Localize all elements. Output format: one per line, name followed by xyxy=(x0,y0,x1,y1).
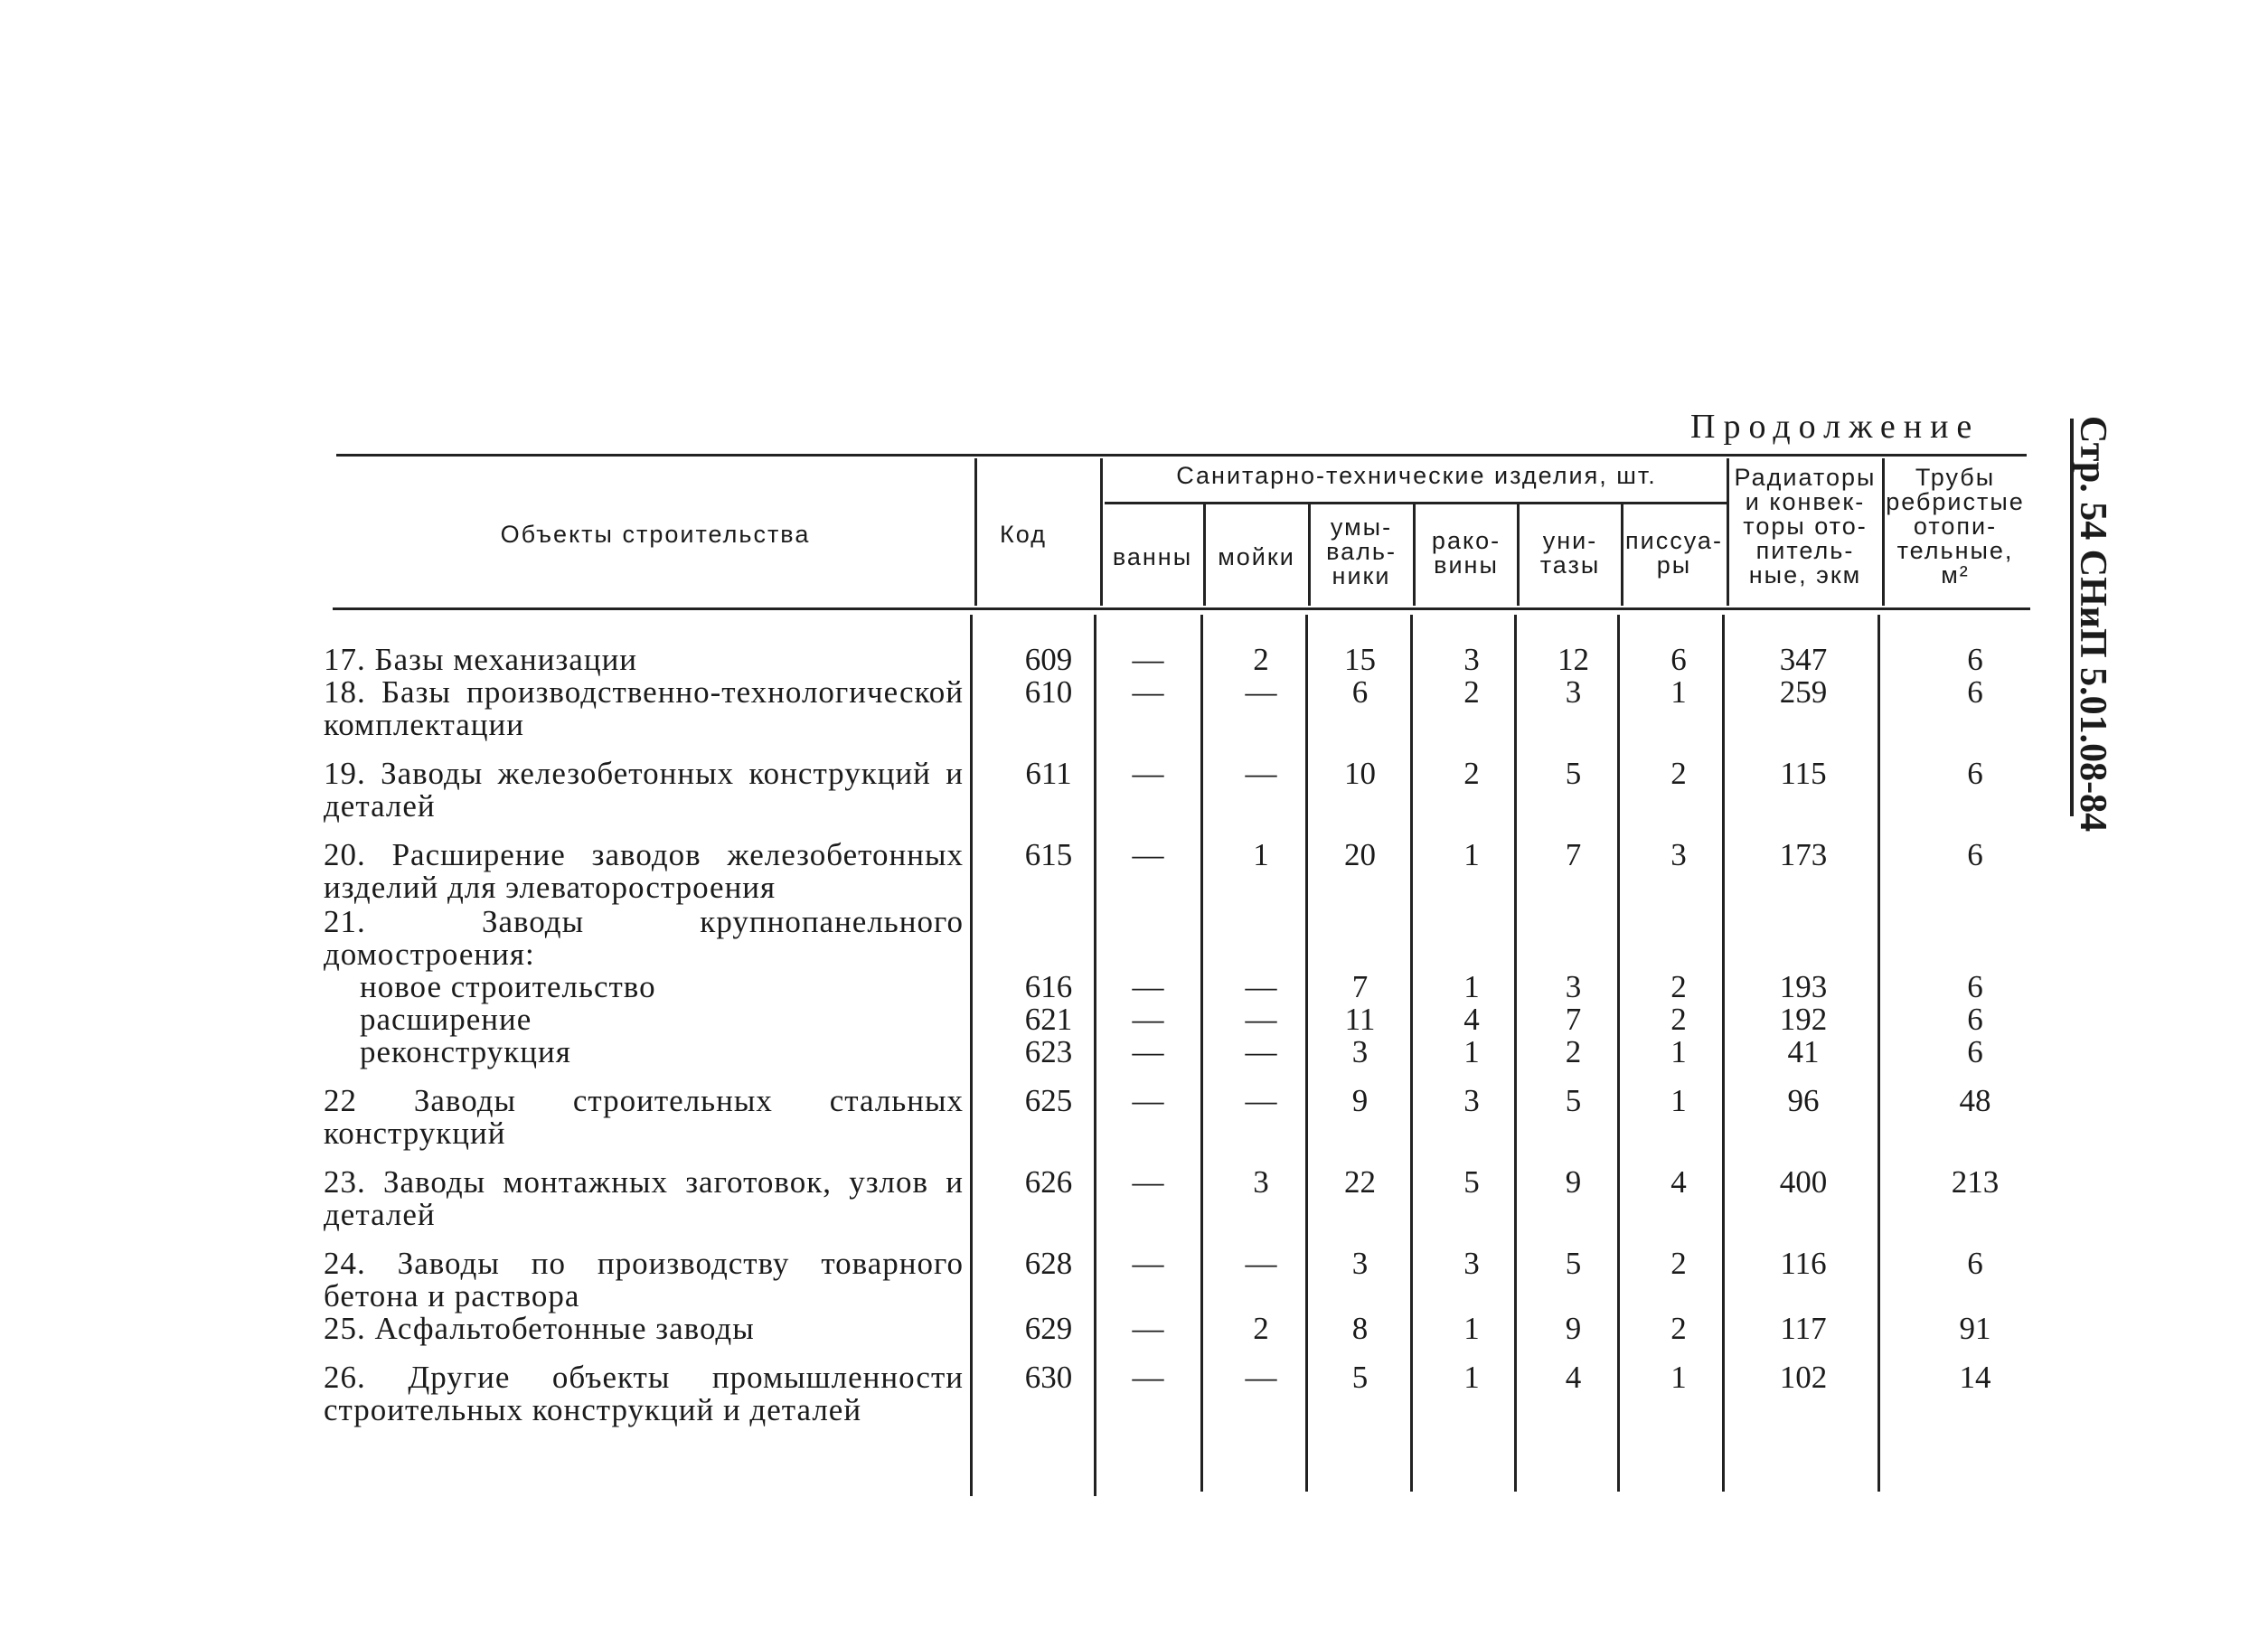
cell-moyki: 2 xyxy=(1253,642,1269,677)
header-divider xyxy=(1100,458,1103,606)
cell-tubes: 6 xyxy=(1967,674,1983,710)
cell-unitazy: 5 xyxy=(1565,1083,1582,1118)
cell-pissuary: 1 xyxy=(1670,674,1687,710)
cell-pissuary: 1 xyxy=(1670,1360,1687,1395)
cell-rakoviny: 1 xyxy=(1463,837,1480,872)
side-page-label-text: Стр. 54 СНиП 5.01.08-84 xyxy=(2072,416,2113,833)
cell-code: 616 xyxy=(1024,969,1073,1004)
cell-code: 630 xyxy=(1024,1360,1073,1395)
cell-radiators: 115 xyxy=(1780,756,1827,791)
cell-vanny: — xyxy=(1132,1083,1164,1118)
cell-rakoviny: 2 xyxy=(1463,756,1480,791)
cell-umyvalniki: 15 xyxy=(1344,642,1376,677)
cell-code: 621 xyxy=(1024,1002,1073,1037)
cell-moyki: — xyxy=(1245,1002,1277,1037)
header-code: Код xyxy=(1000,521,1047,548)
row-name: новое строительство xyxy=(360,969,656,1004)
continuation-label: Продолжение xyxy=(1690,408,1981,446)
cell-tubes: 6 xyxy=(1967,642,1983,677)
cell-rakoviny: 1 xyxy=(1463,1311,1480,1346)
cell-rakoviny: 3 xyxy=(1463,642,1480,677)
cell-moyki: — xyxy=(1245,1083,1277,1118)
cell-rakoviny: 3 xyxy=(1463,1083,1480,1118)
cell-moyki: 1 xyxy=(1253,837,1269,872)
cell-vanny: — xyxy=(1132,1311,1164,1346)
cell-radiators: 259 xyxy=(1779,674,1828,710)
cell-unitazy: 2 xyxy=(1565,1034,1582,1069)
cell-vanny: — xyxy=(1132,1002,1164,1037)
cell-radiators: 173 xyxy=(1779,837,1828,872)
cell-unitazy: 5 xyxy=(1565,756,1582,791)
cell-pissuary: 2 xyxy=(1670,1246,1687,1281)
row-name: 23. Заводы монтажных заготовок, узлов и деталей xyxy=(324,1164,964,1232)
cell-vanny: — xyxy=(1132,1360,1164,1395)
row-name: 17. Базы механизации xyxy=(324,642,638,677)
cell-vanny: — xyxy=(1132,674,1164,710)
cell-code: 629 xyxy=(1024,1311,1073,1346)
header-vanny: ванны xyxy=(1112,543,1193,570)
cell-moyki: — xyxy=(1245,1360,1277,1395)
cell-moyki: — xyxy=(1245,969,1277,1004)
cell-umyvalniki: 11 xyxy=(1344,1002,1376,1037)
row-name: 26. Другие объекты промышленности строительных конструкций и деталей xyxy=(324,1360,964,1427)
group-header-rule xyxy=(1105,502,1728,504)
row-name: 25. Асфальтобетонные заводы xyxy=(324,1311,755,1346)
cell-umyvalniki: 3 xyxy=(1351,1246,1369,1281)
cell-pissuary: 2 xyxy=(1670,1311,1687,1346)
cell-vanny: — xyxy=(1132,969,1164,1004)
cell-tubes: 6 xyxy=(1967,837,1983,872)
cell-tubes: 6 xyxy=(1967,1034,1983,1069)
cell-radiators: 41 xyxy=(1787,1034,1820,1069)
cell-umyvalniki: 10 xyxy=(1344,756,1376,791)
cell-radiators: 96 xyxy=(1787,1083,1820,1118)
cell-vanny: — xyxy=(1132,756,1164,791)
cell-vanny: — xyxy=(1132,642,1164,677)
row-name: 24. Заводы по производству товарного бетона и раствора xyxy=(324,1246,964,1314)
cell-code: 610 xyxy=(1024,674,1073,710)
cell-tubes: 6 xyxy=(1967,756,1983,791)
cell-umyvalniki: 8 xyxy=(1351,1311,1369,1346)
side-page-label xyxy=(2070,416,2115,832)
cell-unitazy: 3 xyxy=(1565,969,1582,1004)
cell-rakoviny: 2 xyxy=(1463,674,1480,710)
cell-radiators: 117 xyxy=(1780,1311,1827,1346)
cell-radiators: 400 xyxy=(1779,1164,1828,1200)
cell-code: 628 xyxy=(1024,1246,1073,1281)
header-bottom-rule xyxy=(333,607,2030,610)
header-unitazy: уни- тазы xyxy=(1539,527,1601,579)
cell-tubes: 6 xyxy=(1967,1002,1983,1037)
cell-unitazy: 7 xyxy=(1565,837,1582,872)
cell-vanny: — xyxy=(1132,837,1164,872)
cell-umyvalniki: 9 xyxy=(1351,1083,1369,1118)
cell-code: 609 xyxy=(1024,642,1073,677)
cell-unitazy: 9 xyxy=(1565,1311,1582,1346)
cell-radiators: 347 xyxy=(1779,642,1828,677)
cell-code: 625 xyxy=(1024,1083,1073,1118)
row-name: 18. Базы производственно-технологической комплектации xyxy=(324,674,964,742)
cell-moyki: 3 xyxy=(1253,1164,1269,1200)
header-objects: Объекты строительства xyxy=(500,521,811,548)
cell-pissuary: 1 xyxy=(1670,1083,1687,1118)
cell-umyvalniki: 22 xyxy=(1344,1164,1376,1200)
row-name: реконструкция xyxy=(360,1034,571,1069)
cell-vanny: — xyxy=(1132,1034,1164,1069)
cell-rakoviny: 4 xyxy=(1463,1002,1480,1037)
table-top-rule xyxy=(336,454,2027,457)
cell-tubes: 14 xyxy=(1959,1360,1991,1395)
cell-unitazy: 5 xyxy=(1565,1246,1582,1281)
cell-vanny: — xyxy=(1132,1164,1164,1200)
cell-radiators: 193 xyxy=(1779,969,1828,1004)
cell-unitazy: 9 xyxy=(1565,1164,1582,1200)
cell-rakoviny: 1 xyxy=(1463,1360,1480,1395)
cell-rakoviny: 1 xyxy=(1463,1034,1480,1069)
cell-tubes: 6 xyxy=(1967,969,1983,1004)
cell-pissuary: 2 xyxy=(1670,1002,1687,1037)
cell-rakoviny: 5 xyxy=(1463,1164,1480,1200)
header-umyvalniki: умы- валь- ники xyxy=(1326,513,1397,589)
cell-rakoviny: 3 xyxy=(1463,1246,1480,1281)
cell-vanny: — xyxy=(1132,1246,1164,1281)
cell-umyvalniki: 5 xyxy=(1351,1360,1369,1395)
cell-radiators: 192 xyxy=(1779,1002,1828,1037)
cell-tubes: 6 xyxy=(1967,1246,1983,1281)
cell-moyki: 2 xyxy=(1253,1311,1269,1346)
cell-pissuary: 1 xyxy=(1670,1034,1687,1069)
cell-pissuary: 4 xyxy=(1670,1164,1687,1200)
header-moyki: мойки xyxy=(1218,543,1295,570)
cell-radiators: 102 xyxy=(1779,1360,1828,1395)
cell-unitazy: 7 xyxy=(1565,1002,1582,1037)
cell-umyvalniki: 20 xyxy=(1344,837,1376,872)
row-name: 19. Заводы железобетонных конструкций и деталей xyxy=(324,756,964,824)
cell-pissuary: 2 xyxy=(1670,756,1687,791)
cell-moyki: — xyxy=(1245,1246,1277,1281)
cell-pissuary: 2 xyxy=(1670,969,1687,1004)
cell-moyki: — xyxy=(1245,674,1277,710)
cell-umyvalniki: 3 xyxy=(1351,1034,1369,1069)
header-pissuary: писсуа- ры xyxy=(1625,527,1723,579)
cell-pissuary: 6 xyxy=(1670,642,1687,677)
row-name: 21. Заводы крупнопанельного домостроения: xyxy=(324,904,964,972)
cell-code: 611 xyxy=(1025,756,1072,791)
cell-radiators: 116 xyxy=(1780,1246,1827,1281)
cell-code: 615 xyxy=(1024,837,1073,872)
cell-unitazy: 3 xyxy=(1565,674,1582,710)
cell-pissuary: 3 xyxy=(1670,837,1687,872)
cell-tubes: 48 xyxy=(1959,1083,1991,1118)
cell-umyvalniki: 6 xyxy=(1351,674,1369,710)
cell-umyvalniki: 7 xyxy=(1351,969,1369,1004)
header-tubes: Трубы ребристые отопи- тельные, м² xyxy=(1886,464,2025,589)
row-name: расширение xyxy=(360,1002,532,1037)
cell-code: 623 xyxy=(1024,1034,1073,1069)
header-sanitary-group: Санитарно-технические изделия, шт. xyxy=(1176,462,1657,489)
column-divider xyxy=(970,615,973,1496)
cell-moyki: — xyxy=(1245,1034,1277,1069)
cell-moyki: — xyxy=(1245,756,1277,791)
header-divider xyxy=(974,458,977,606)
row-name: 22 Заводы строительных стальных конструкций xyxy=(324,1083,964,1151)
cell-tubes: 213 xyxy=(1951,1164,2000,1200)
cell-code: 626 xyxy=(1024,1164,1073,1200)
header-rakoviny: рако- вины xyxy=(1431,527,1501,579)
cell-tubes: 91 xyxy=(1959,1311,1991,1346)
header-radiators: Радиаторы и конвек- торы ото- питель- ные, экм xyxy=(1734,464,1877,589)
cell-unitazy: 12 xyxy=(1557,642,1589,677)
cell-unitazy: 4 xyxy=(1565,1360,1582,1395)
cell-rakoviny: 1 xyxy=(1463,969,1480,1004)
row-name: 20. Расширение заводов железобетонных изделий для элеваторостроения xyxy=(324,837,964,905)
